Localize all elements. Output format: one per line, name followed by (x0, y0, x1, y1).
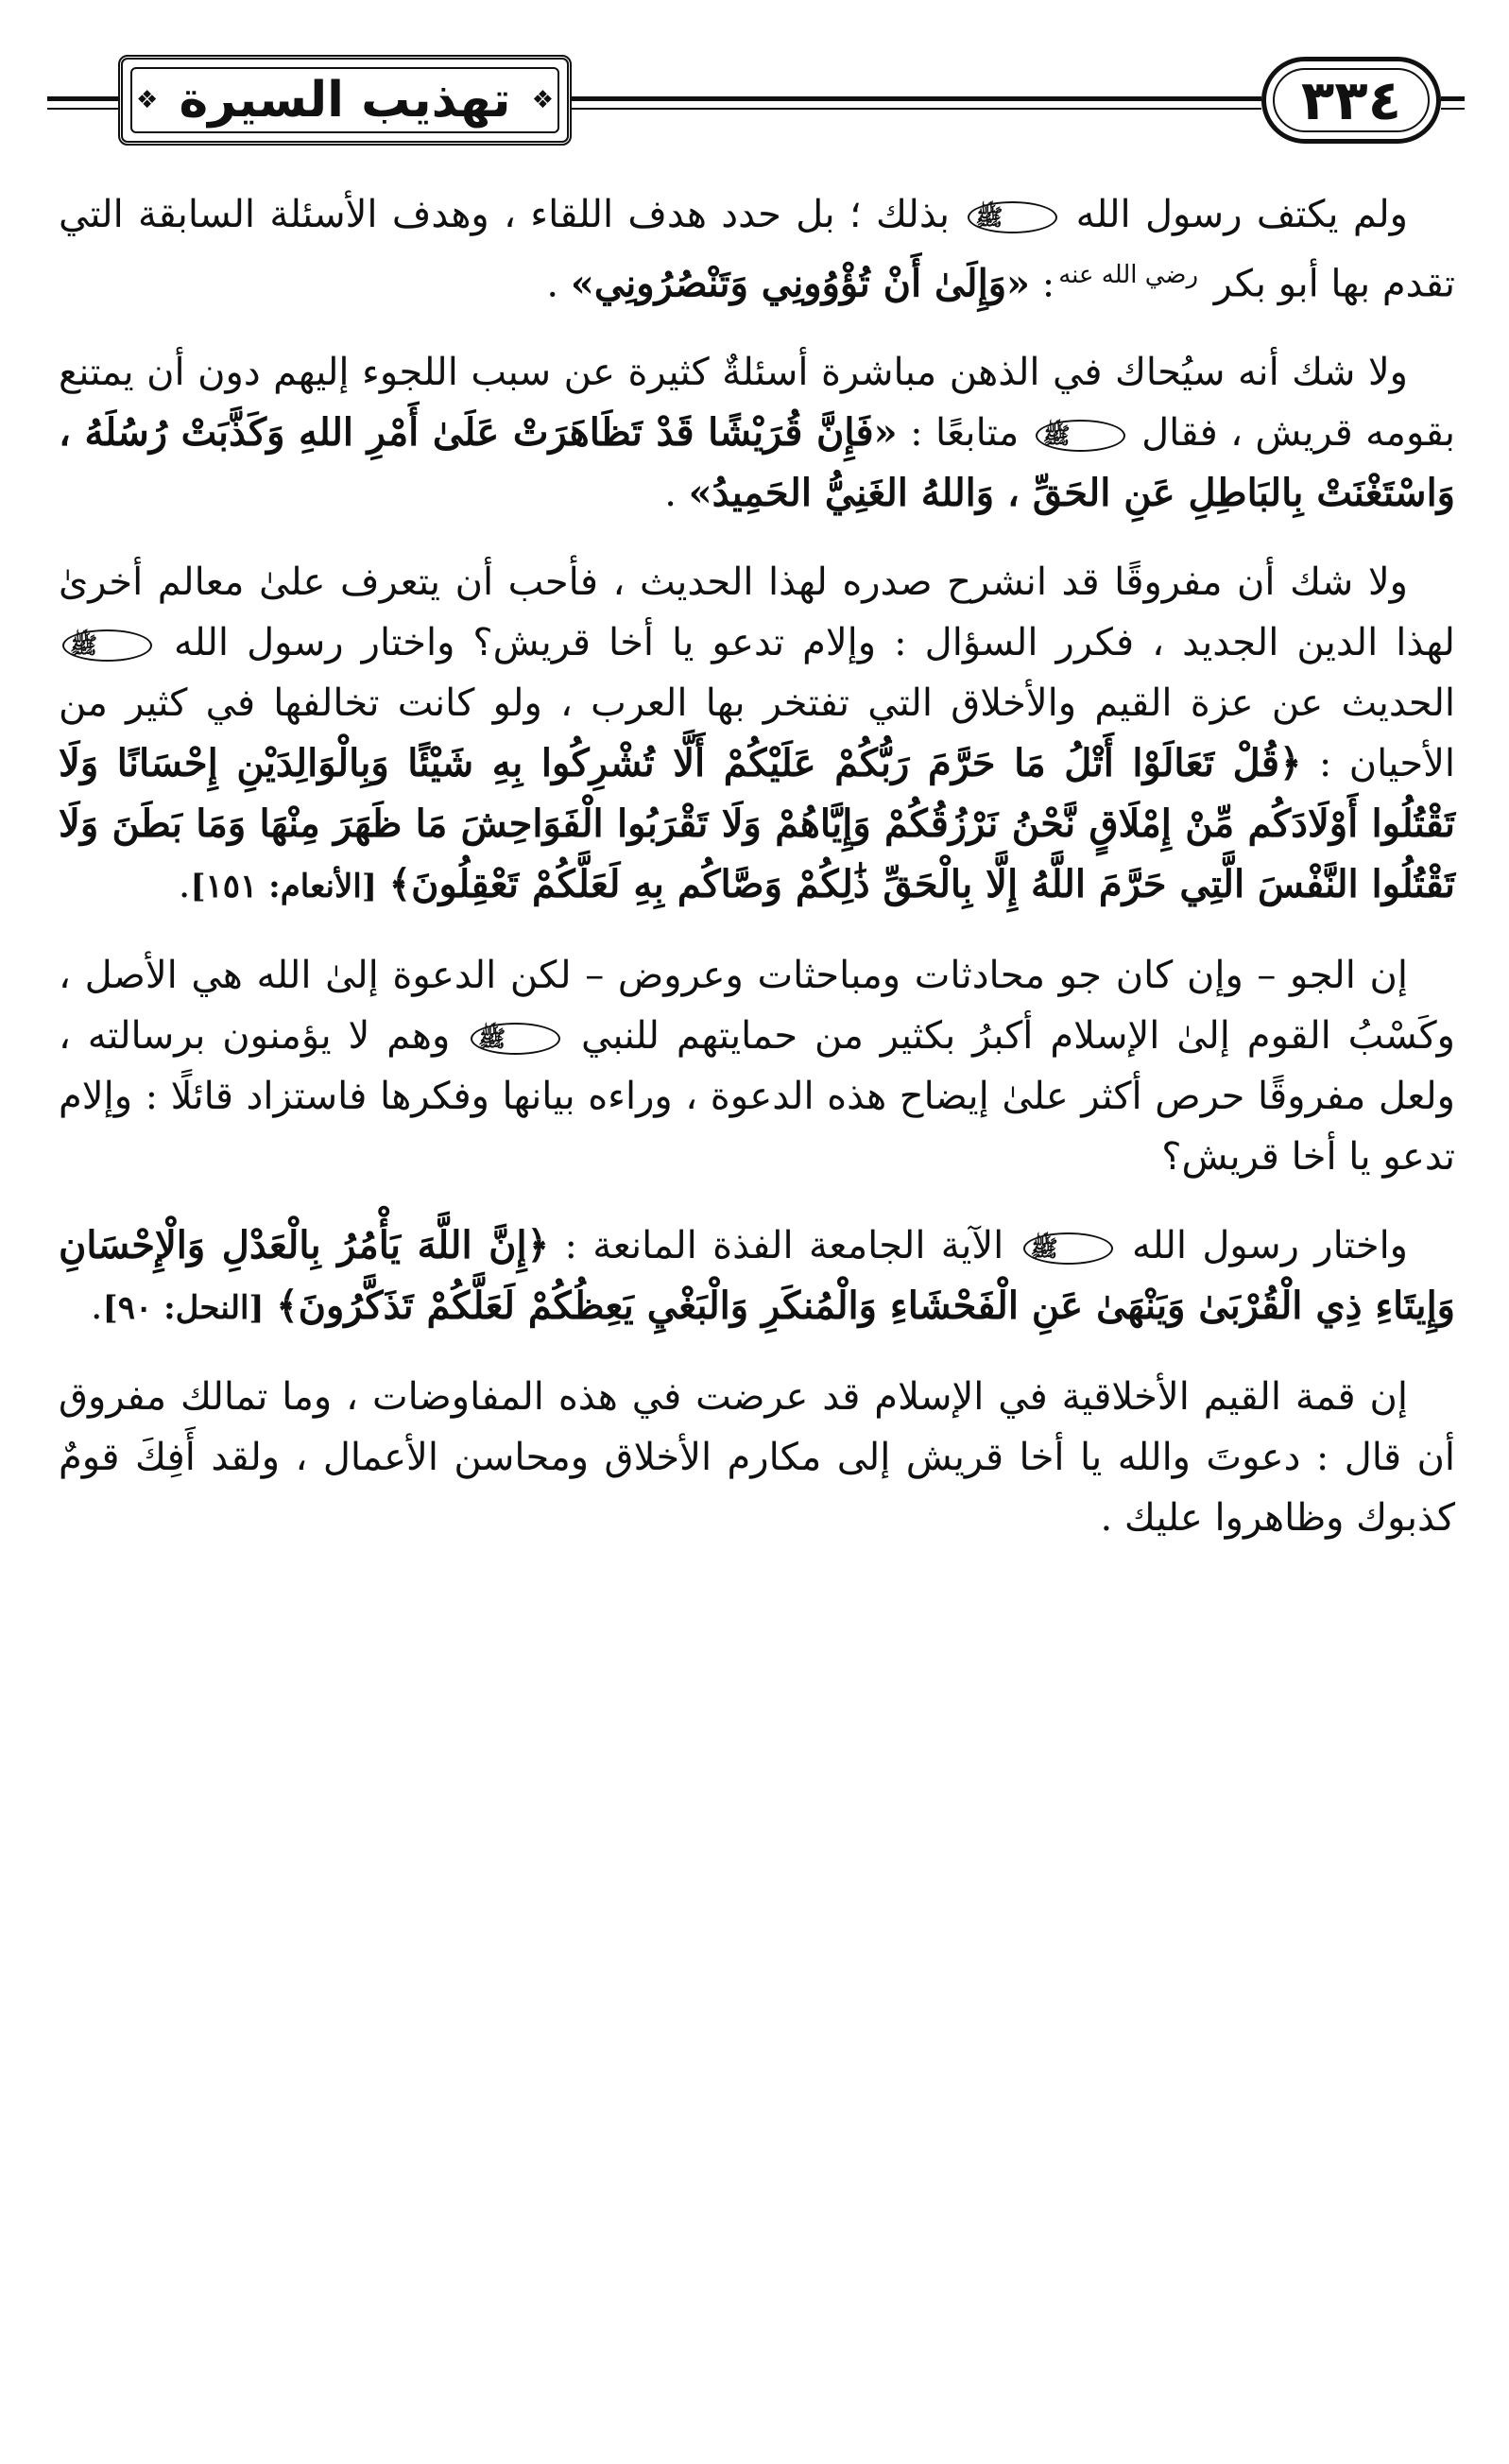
header-rule-middle-thin (572, 108, 1261, 110)
page-header (47, 38, 1465, 165)
text: ولم يكتف رسول الله (1075, 193, 1408, 236)
header-rule-left (47, 96, 118, 101)
salla-honorific-icon: ﷺ (62, 629, 152, 662)
text: الآية الجامعة الفذة المانعة : (564, 1224, 1004, 1268)
book-title-frame (118, 55, 572, 146)
text: : (1041, 262, 1055, 306)
hadith-quote: «وَإِلَىٰ أَنْ تُؤْوُونِي وَتَنْصُرُونِي» (570, 261, 1031, 306)
quran-verse: ﴿إِنَّ اللَّهَ يَأْمُرُ بِالْعَدْلِ وَالْإِحْسَانِ وَإِيتَاءِ ذِي الْقُرْبَىٰ وَيَنْهَىٰ عَنِ الْفَحْشَاءِ وَالْمُنكَرِ وَالْبَغْيِ يَعِظُكُمْ لَعَلَّكُمْ تَذَكَّرُونَ﴾ (59, 1223, 1455, 1329)
paragraph (59, 945, 1455, 1187)
salla-honorific-icon: ﷺ (1023, 1232, 1113, 1265)
text: واختار رسول الله (1132, 1224, 1409, 1268)
page-body (59, 184, 1455, 1577)
ornament-icon: ❖ (531, 86, 554, 114)
text: ولا شك أن مفروقًا قد انشرح صدره لهذا الحديث ، فأحب أن يتعرف علىٰ معالم أخرىٰ لهذا الدين الجديد ، فكرر السؤال : وإلام تدعو يا أخا قريش؟ واختار رسول الله (59, 560, 1455, 665)
text: إن قمة القيم الأخلاقية في الإسلام قد عرضت في هذه المفاوضات ، وما تمالك مفروق أن قال : دعوتَ والله يا أخا قريش إلى مكارم الأخلاق ومحاسن الأعمال ، ولقد أَفِكَ قومٌ كذبوك وظاهروا عليك . (59, 1375, 1455, 1541)
text: ولا شك أنه سيُحاك في الذهن مباشرة أسئلةٌ كثيرة عن سبب اللجوء إليهم دون أن يمتنع بقومه قريش ، فقال (59, 351, 1456, 456)
text: . (664, 472, 677, 516)
radi-honorific-icon: رضي الله عنه (1058, 261, 1199, 289)
text: وهم لا يؤمنون برسالته ، ولعل مفروقًا حرص أكثر علىٰ إيضاح هذه الدعوة ، وراءه بيانها وفكرها فاستزاد قائلًا : وإلام تدعو يا أخا قريش؟ (59, 1014, 1455, 1180)
book-title: تهذيب السيرة (179, 72, 511, 129)
text: . (546, 262, 559, 306)
header-rule-right-thin (1441, 108, 1465, 110)
paragraph (59, 1215, 1455, 1338)
text: إن الجو – وإن كان جو محادثات ومباحثات وعروض – لكن الدعوة إلىٰ الله هي الأصل ، وكَسْبُ القوم إلىٰ الإسلام أكبرُ بكثير من حمايتهم للنبي (59, 954, 1455, 1059)
header-rule-left-thin (47, 108, 118, 110)
page-number-frame (1261, 57, 1441, 144)
text: الحديث عن عزة القيم والأخلاق التي تفتخر بها العرب ، ولو كانت تخالفها في كثير من الأحيان : (59, 681, 1456, 786)
salla-honorific-icon: ﷺ (1036, 420, 1125, 452)
ornament-icon: ❖ (136, 86, 159, 114)
header-rule-right (1441, 96, 1465, 101)
hadith-quote: «فَإِنَّ قُرَيْشًا قَدْ تَظَاهَرَتْ عَلَىٰ أَمْرِ اللهِ وَكَذَّبَتْ رُسُلَهُ ، وَاسْتَغْنَتْ بِالبَاطِلِ عَنِ الحَقِّ ، وَاللهُ الغَنِيُّ الحَمِيدُ» (59, 410, 1455, 516)
salla-honorific-icon: ﷺ (471, 1023, 560, 1055)
paragraph (59, 552, 1455, 917)
paragraph (59, 342, 1455, 524)
text: . (178, 863, 191, 907)
text: متابعًا : (910, 411, 1020, 456)
salla-honorific-icon: ﷺ (968, 201, 1057, 233)
paragraph (59, 1367, 1455, 1548)
header-rule-middle (572, 96, 1261, 101)
verse-reference: [النحل: ٩٠] (102, 1289, 265, 1328)
text: بذلك ؛ بل حدد هدف اللقاء ، وهدف الأسئلة السابقة التي تقدم بها أبو بكر (59, 193, 1455, 306)
quran-verse: ﴿قُلْ تَعَالَوْا أَتْلُ مَا حَرَّمَ رَبُّكُمْ عَلَيْكُمْ أَلَّا تُشْرِكُوا بِهِ شَيْئًا وَبِالْوَالِدَيْنِ إِحْسَانًا وَلَا تَقْتُلُوا أَوْلَادَكُم مِّنْ إِمْلَاقٍ نَّحْنُ نَرْزُقُكُمْ وَإِيَّاهُمْ وَلَا تَقْرَبُوا الْفَوَاحِشَ مَا ظَهَرَ مِنْهَا وَمَا بَطَنَ وَلَا تَقْتُلُوا النَّفْسَ الَّتِي حَرَّمَ اللَّهُ إِلَّا بِالْحَقِّ ذَٰلِكُمْ وَصَّاكُم بِهِ لَعَلَّكُمْ تَعْقِلُونَ﴾ (59, 741, 1455, 907)
page-number: ٣٣٤ (1300, 68, 1402, 132)
paragraph (59, 184, 1455, 314)
text: . (90, 1284, 103, 1329)
verse-reference: [الأنعام: ١٥١] (190, 868, 377, 906)
